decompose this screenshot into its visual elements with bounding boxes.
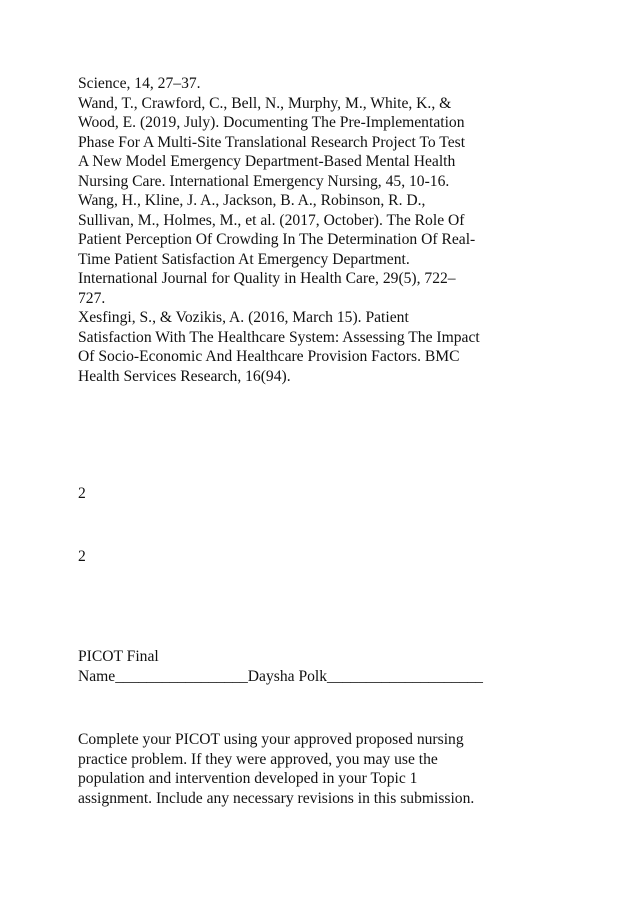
reference-line: Patient Perception Of Crowding In The Determination Of Real-	[78, 231, 476, 248]
instructions-paragraph	[78, 730, 578, 808]
reference-line: Wood, E. (2019, July). Documenting The Pre-Implementation	[78, 114, 465, 131]
name-line: Name_________________Daysha Polk____________________	[78, 667, 483, 685]
instruction-line: population and intervention developed in your Topic 1	[78, 770, 418, 787]
reference-list	[78, 74, 578, 386]
page-number	[78, 484, 578, 504]
reference-line: Nursing Care. International Emergency Nursing, 45, 10-16.	[78, 172, 450, 190]
page-number-text: 2	[78, 548, 86, 565]
reference-line: Wang, H., Kline, J. A., Jackson, B. A., Robinson, R. D.,	[78, 192, 426, 209]
picot-header	[78, 647, 578, 686]
reference-line: Satisfaction With The Healthcare System: Assessing The Impact	[78, 328, 480, 346]
reference-line: 727.	[78, 289, 106, 307]
reference-line: Xesfingi, S., & Vozikis, A. (2016, March 15). Patient	[78, 309, 409, 326]
instruction-line: assignment. Include any necessary revisions in this submission.	[78, 789, 475, 807]
reference-line: International Journal for Quality in Health Care, 29(5), 722–	[78, 270, 456, 287]
picot-title: PICOT Final	[78, 648, 159, 665]
reference-line: Time Patient Satisfaction At Emergency Department.	[78, 250, 410, 268]
reference-line: Of Socio-Economic And Healthcare Provision Factors. BMC	[78, 348, 460, 365]
reference-line: A New Model Emergency Department-Based Mental Health	[78, 153, 456, 170]
instruction-line: Complete your PICOT using your approved proposed nursing	[78, 731, 464, 748]
page-number-text: 2	[78, 485, 86, 502]
reference-line: Sullivan, M., Holmes, M., et al. (2017, October). The Role Of	[78, 211, 465, 229]
reference-line: Wand, T., Crawford, C., Bell, N., Murphy, M., White, K., &	[78, 94, 452, 112]
reference-line: Science, 14, 27–37.	[78, 75, 201, 92]
page-number	[78, 547, 578, 567]
reference-line: Health Services Research, 16(94).	[78, 367, 291, 385]
instruction-line: practice problem. If they were approved, you may use the	[78, 750, 438, 768]
reference-line: Phase For A Multi-Site Translational Research Project To Test	[78, 133, 466, 151]
